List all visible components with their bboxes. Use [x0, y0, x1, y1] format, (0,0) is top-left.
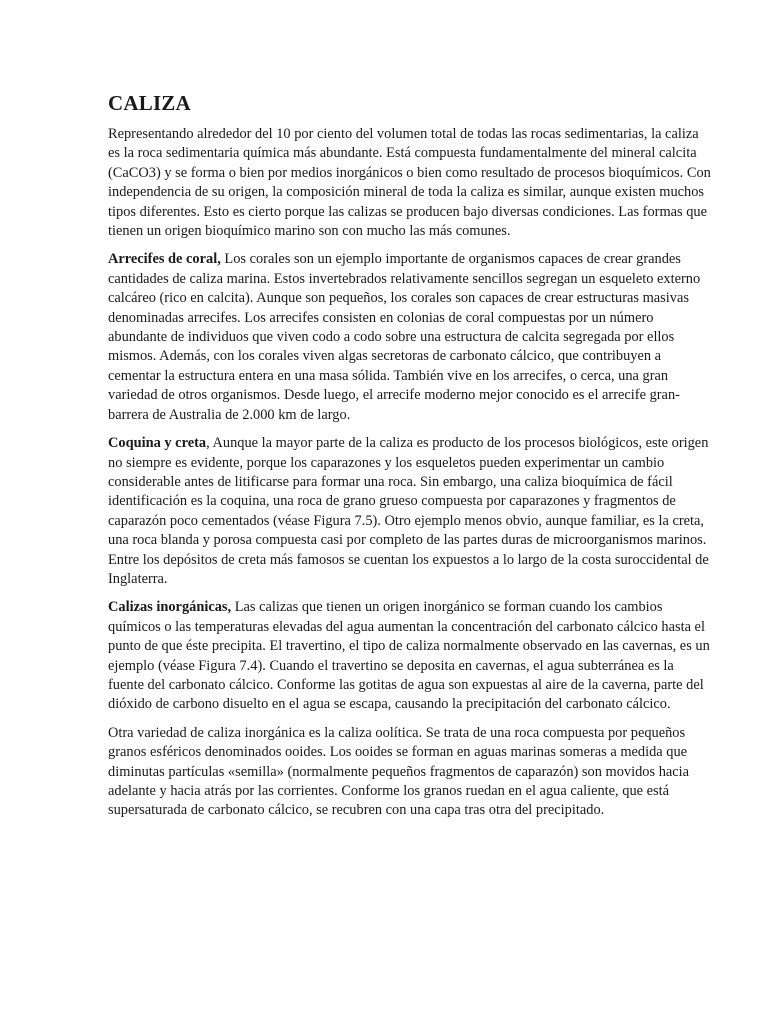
paragraph-oolitica-text: Otra variedad de caliza inorgánica es la caliza oolítica. Se trata de una roca compuesta por pequeños granos esféricos denominados ooides. Los ooides se forman en aguas marinas someras a medida que diminutas partículas «semilla» (normalmente pequeños fragmentos de caparazón) son movidos hacia adelante y hacia atrás por las corrientes. Conforme los granos ruedan en el agua caliente, que está supersaturada de carbonato cálcico, se recubren con una capa tras otra del precipitado.	[108, 724, 690, 819]
paragraph-intro-text: Representando alrededor del 10 por ciento del volumen total de todas las rocas sedimentarias, la caliza es la roca sedimentaria química más abundante. Está compuesta fundamentalmente del mineral calcita (CaCO3) y se forma o bien por medios inorgánicos o bien como resultado de procesos bioquímicos. Con independencia de su origen, la composición mineral de toda la caliza es similar, aunque existen muchos tipos diferentes. Esto es cierto porque las calizas se producen bajo diversas condiciones. Las formas que tienen un origen bioquímico marino son con mucho las más comunes.	[108, 126, 711, 240]
paragraph-coquina-y-creta	[108, 434, 712, 589]
paragraph-heading-inorganicas: Calizas inorgánicas,	[108, 599, 232, 616]
paragraph-intro	[108, 125, 712, 241]
paragraph-calizas-inorganicas	[108, 598, 712, 714]
paragraph-inorganicas-text: Las calizas que tienen un origen inorgánico se forman cuando los cambios químicos o las temperaturas elevadas del agua aumentan la concentración del carbonato cálcico hasta el punto de que éste precipita. El travertino, el tipo de caliza normalmente observado en las cavernas, es un ejemplo (véase Figura 7.4). Cuando el travertino se deposita en cavernas, el agua subterránea es la fuente del carbonato cálcico. Conforme las gotitas de agua son expuestas al aire de la caverna, parte del dióxido de carbono disuelto en el agua se escapa, causando la precipitación del carbonato cálcico.	[108, 599, 710, 713]
paragraph-heading-coquina: Coquina y creta	[108, 435, 207, 452]
paragraph-caliza-oolitica	[108, 724, 712, 821]
document-title: CALIZA	[108, 91, 191, 115]
document-page	[108, 90, 712, 830]
paragraph-coquina-text: , Aunque la mayor parte de la caliza es producto de los procesos biológicos, este origen no siempre es evidente, porque los caparazones y los esqueletos pueden experimentar un cambio considerable antes de litificarse para formar una roca. Sin embargo, una caliza bioquímica de fácil identificación es la coquina, una roca de grano grueso compuesta por caparazones y fragmentos de caparazón poco cementados (véase Figura 7.5). Otro ejemplo menos obvio, aunque familiar, es la creta, una roca blanda y porosa compuesta casi por completo de las partes duras de microorganismos marinos. Entre los depósitos de creta más famosos se cuentan los expuestos a lo largo de la costa suroccidental de Inglaterra.	[108, 435, 709, 587]
paragraph-arrecifes-de-coral	[108, 250, 712, 425]
paragraph-arrecifes-text: Los corales son un ejemplo importante de organismos capaces de crear grandes cantidades de caliza marina. Estos invertebrados relativamente sencillos segregan un esqueleto externo calcáreo (rico en calcita). Aunque son pequeños, los corales son capaces de crear estructuras masivas denominadas arrecifes. Los arrecifes consisten en colonias de coral compuestas por un número abundante de individuos que viven codo a codo sobre una estructura de calcita segregada por ellos mismos. Además, con los corales viven algas secretoras de carbonato cálcico, que contribuyen a cementar la estructura entera en una masa sólida. También vive en los arrecifes, o cerca, una gran variedad de otros organismos. Desde luego, el arrecife moderno mejor conocido es el arrecife gran-barrera de Australia de 2.000 km de largo.	[108, 251, 701, 423]
paragraph-heading-arrecifes: Arrecifes de coral,	[108, 251, 221, 268]
